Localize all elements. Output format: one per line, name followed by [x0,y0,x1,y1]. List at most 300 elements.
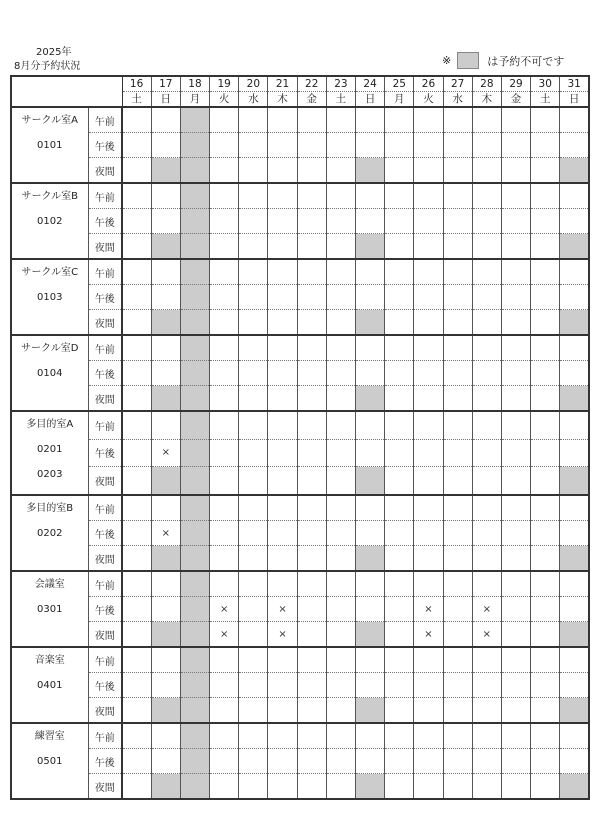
weekday-header: 月 [385,92,414,108]
available-cell [239,698,268,724]
slot-row [11,285,589,310]
unavailable-cell [180,285,209,310]
available-cell [297,209,326,234]
available-cell [326,723,355,749]
available-cell [531,133,560,158]
available-cell [472,774,501,800]
available-cell [297,546,326,572]
available-cell [443,133,472,158]
period-label: 午後 [88,285,122,310]
available-cell [472,361,501,386]
available-cell [239,571,268,597]
available-cell [443,495,472,521]
available-cell [385,310,414,336]
room-cell [11,571,88,647]
available-cell [414,335,443,361]
available-cell [472,107,501,133]
available-cell [297,571,326,597]
available-cell [239,285,268,310]
unavailable-cell [180,495,209,521]
legend-mark: ※ [442,54,452,67]
available-cell [531,335,560,361]
available-cell [414,158,443,184]
available-cell [501,647,530,673]
available-cell [414,546,443,572]
available-cell [560,597,589,622]
available-cell [239,361,268,386]
unavailable-cell [356,386,385,412]
available-cell [268,439,297,467]
available-cell [501,386,530,412]
room-cell [11,495,88,571]
period-label: 午後 [88,597,122,622]
available-cell [268,521,297,546]
available-cell [210,234,239,260]
schedule-title: 8月分予約状況 [14,61,81,72]
room-code: 0104 [37,368,63,379]
available-cell [501,698,530,724]
slot-row [11,234,589,260]
available-cell [122,107,151,133]
available-cell [356,723,385,749]
available-cell [268,335,297,361]
available-cell [122,698,151,724]
available-cell [326,495,355,521]
table-corner [11,76,122,107]
period-label: 午後 [88,521,122,546]
available-cell [268,673,297,698]
unavailable-cell [151,546,180,572]
available-cell [531,495,560,521]
unavailable-cell [151,234,180,260]
booked-cell: × [414,622,443,648]
available-cell [356,335,385,361]
room-code: 0203 [37,469,63,480]
available-cell [531,439,560,467]
available-cell [385,723,414,749]
available-cell [356,597,385,622]
available-cell [531,673,560,698]
available-cell [385,467,414,495]
weekday-header: 水 [443,92,472,108]
available-cell [151,183,180,209]
available-cell [297,698,326,724]
available-cell [385,647,414,673]
period-label: 午後 [88,749,122,774]
available-cell [268,723,297,749]
available-cell [239,158,268,184]
period-label: 夜間 [88,158,122,184]
available-cell [414,285,443,310]
unavailable-cell [151,698,180,724]
unavailable-cell [180,546,209,572]
slot-row [11,361,589,386]
slot-row [11,411,589,439]
available-cell [297,622,326,648]
available-cell [385,439,414,467]
room-code: 0401 [37,680,63,691]
room-name: 多目的室A [26,419,74,430]
available-cell [122,386,151,412]
period-label: 午前 [88,723,122,749]
available-cell [122,361,151,386]
available-cell [326,183,355,209]
slot-row [11,749,589,774]
available-cell [472,158,501,184]
weekday-header: 火 [414,92,443,108]
available-cell [356,673,385,698]
available-cell [356,107,385,133]
unavailable-cell [180,107,209,133]
available-cell [414,571,443,597]
available-cell [414,107,443,133]
available-cell [356,521,385,546]
available-cell [151,723,180,749]
available-cell [268,285,297,310]
slot-row [11,622,589,648]
available-cell [414,439,443,467]
room-code: 0201 [37,444,63,455]
available-cell [210,571,239,597]
available-cell [385,133,414,158]
available-cell [122,411,151,439]
available-cell [210,411,239,439]
available-cell [239,495,268,521]
unavailable-swatch [457,52,479,69]
available-cell [443,597,472,622]
unavailable-cell [180,698,209,724]
date-header: 28 [472,76,501,92]
legend [442,52,564,69]
room-name: サークル室A [21,115,79,126]
available-cell [472,335,501,361]
room-name: 音楽室 [34,655,65,666]
available-cell [326,571,355,597]
available-cell [531,597,560,622]
available-cell [122,209,151,234]
available-cell [268,749,297,774]
available-cell [356,183,385,209]
available-cell [326,673,355,698]
available-cell [210,749,239,774]
room-code: 0103 [37,292,63,303]
unavailable-cell [356,546,385,572]
weekday-header: 土 [326,92,355,108]
available-cell [501,521,530,546]
available-cell [443,571,472,597]
available-cell [326,521,355,546]
available-cell [268,158,297,184]
unavailable-cell [560,467,589,495]
available-cell [443,774,472,800]
unavailable-cell [180,521,209,546]
available-cell [297,749,326,774]
unavailable-cell [560,234,589,260]
unavailable-cell [180,361,209,386]
slot-row [11,386,589,412]
available-cell [443,647,472,673]
unavailable-cell [180,335,209,361]
available-cell [560,285,589,310]
available-cell [151,133,180,158]
available-cell [151,495,180,521]
available-cell [268,386,297,412]
available-cell [210,698,239,724]
room-code: 0501 [37,756,63,767]
unavailable-cell [180,647,209,673]
available-cell [297,597,326,622]
available-cell [151,335,180,361]
unavailable-cell [180,622,209,648]
available-cell [297,335,326,361]
available-cell [531,571,560,597]
available-cell [501,546,530,572]
available-cell [326,386,355,412]
available-cell [472,411,501,439]
available-cell [560,133,589,158]
available-cell [501,411,530,439]
room-cell [11,259,88,335]
weekday-header: 金 [501,92,530,108]
available-cell [268,698,297,724]
available-cell [501,495,530,521]
available-cell [326,361,355,386]
available-cell [268,234,297,260]
available-cell [297,133,326,158]
available-cell [122,183,151,209]
available-cell [239,673,268,698]
available-cell [122,673,151,698]
period-label: 午後 [88,673,122,698]
date-header: 31 [560,76,589,92]
available-cell [297,158,326,184]
available-cell [472,183,501,209]
date-header: 20 [239,76,268,92]
period-label: 午前 [88,411,122,439]
period-label: 夜間 [88,622,122,648]
available-cell [385,335,414,361]
available-cell [501,361,530,386]
period-label: 夜間 [88,386,122,412]
available-cell [443,335,472,361]
slot-row [11,158,589,184]
unavailable-cell [180,467,209,495]
available-cell [326,774,355,800]
available-cell [122,439,151,467]
available-cell [151,571,180,597]
unavailable-cell [180,597,209,622]
available-cell [210,439,239,467]
available-cell [356,285,385,310]
period-label: 夜間 [88,310,122,336]
available-cell [326,285,355,310]
available-cell [356,749,385,774]
booked-cell: × [151,521,180,546]
available-cell [239,234,268,260]
available-cell [531,749,560,774]
slot-row [11,597,589,622]
period-label: 夜間 [88,546,122,572]
slot-row [11,546,589,572]
available-cell [385,673,414,698]
available-cell [560,647,589,673]
available-cell [297,439,326,467]
available-cell [531,234,560,260]
weekday-header: 日 [151,92,180,108]
available-cell [385,107,414,133]
room-cell [11,107,88,183]
available-cell [531,647,560,673]
date-header: 25 [385,76,414,92]
available-cell [472,698,501,724]
available-cell [531,209,560,234]
legend-text: は予約不可です [487,54,565,68]
available-cell [443,183,472,209]
slot-row [11,310,589,336]
unavailable-cell [560,386,589,412]
available-cell [414,673,443,698]
available-cell [531,723,560,749]
available-cell [210,723,239,749]
available-cell [385,698,414,724]
available-cell [122,133,151,158]
available-cell [385,285,414,310]
unavailable-cell [180,411,209,439]
available-cell [501,310,530,336]
date-header: 17 [151,76,180,92]
date-header: 27 [443,76,472,92]
available-cell [297,647,326,673]
unavailable-cell [180,723,209,749]
unavailable-cell [356,310,385,336]
available-cell [268,774,297,800]
available-cell [501,723,530,749]
available-cell [472,285,501,310]
slot-row [11,467,589,495]
available-cell [268,647,297,673]
slot-row [11,133,589,158]
available-cell [443,439,472,467]
available-cell [326,411,355,439]
available-cell [151,259,180,285]
available-cell [297,285,326,310]
period-label: 午前 [88,335,122,361]
available-cell [414,183,443,209]
available-cell [531,774,560,800]
unavailable-cell [180,439,209,467]
available-cell [385,622,414,648]
available-cell [326,234,355,260]
available-cell [443,234,472,260]
available-cell [268,310,297,336]
available-cell [531,361,560,386]
room-cell [11,183,88,259]
reservation-table [10,75,590,800]
booked-cell: × [210,597,239,622]
available-cell [239,183,268,209]
available-cell [385,571,414,597]
booked-cell: × [268,622,297,648]
period-label: 午前 [88,183,122,209]
available-cell [210,285,239,310]
available-cell [326,259,355,285]
available-cell [122,521,151,546]
date-header: 23 [326,76,355,92]
available-cell [122,546,151,572]
available-cell [443,622,472,648]
available-cell [122,647,151,673]
available-cell [443,411,472,439]
room-name: 会議室 [34,579,65,590]
available-cell [151,597,180,622]
unavailable-cell [180,774,209,800]
period-label: 午後 [88,439,122,467]
period-label: 夜間 [88,467,122,495]
date-header: 26 [414,76,443,92]
available-cell [297,386,326,412]
booked-cell: × [268,597,297,622]
available-cell [239,386,268,412]
unavailable-cell [560,310,589,336]
available-cell [531,521,560,546]
available-cell [443,209,472,234]
available-cell [210,209,239,234]
available-cell [472,439,501,467]
available-cell [326,209,355,234]
available-cell [531,622,560,648]
available-cell [151,107,180,133]
available-cell [560,571,589,597]
available-cell [326,335,355,361]
available-cell [531,183,560,209]
available-cell [443,723,472,749]
available-cell [531,411,560,439]
available-cell [268,495,297,521]
available-cell [385,521,414,546]
room-code: 0101 [37,140,63,151]
available-cell [472,647,501,673]
room-cell [11,647,88,723]
period-label: 午前 [88,571,122,597]
available-cell [443,749,472,774]
available-cell [210,133,239,158]
available-cell [531,698,560,724]
date-header: 19 [210,76,239,92]
available-cell [472,467,501,495]
available-cell [326,546,355,572]
booked-cell: × [414,597,443,622]
weekday-header: 土 [122,92,151,108]
available-cell [472,673,501,698]
available-cell [356,209,385,234]
available-cell [210,310,239,336]
weekday-header: 日 [560,92,589,108]
available-cell [414,698,443,724]
available-cell [531,285,560,310]
available-cell [326,622,355,648]
available-cell [414,386,443,412]
unavailable-cell [180,234,209,260]
available-cell [531,546,560,572]
weekday-header: 月 [180,92,209,108]
unavailable-cell [356,622,385,648]
available-cell [501,597,530,622]
period-label: 夜間 [88,774,122,800]
available-cell [210,673,239,698]
available-cell [210,647,239,673]
available-cell [443,259,472,285]
unavailable-cell [560,774,589,800]
